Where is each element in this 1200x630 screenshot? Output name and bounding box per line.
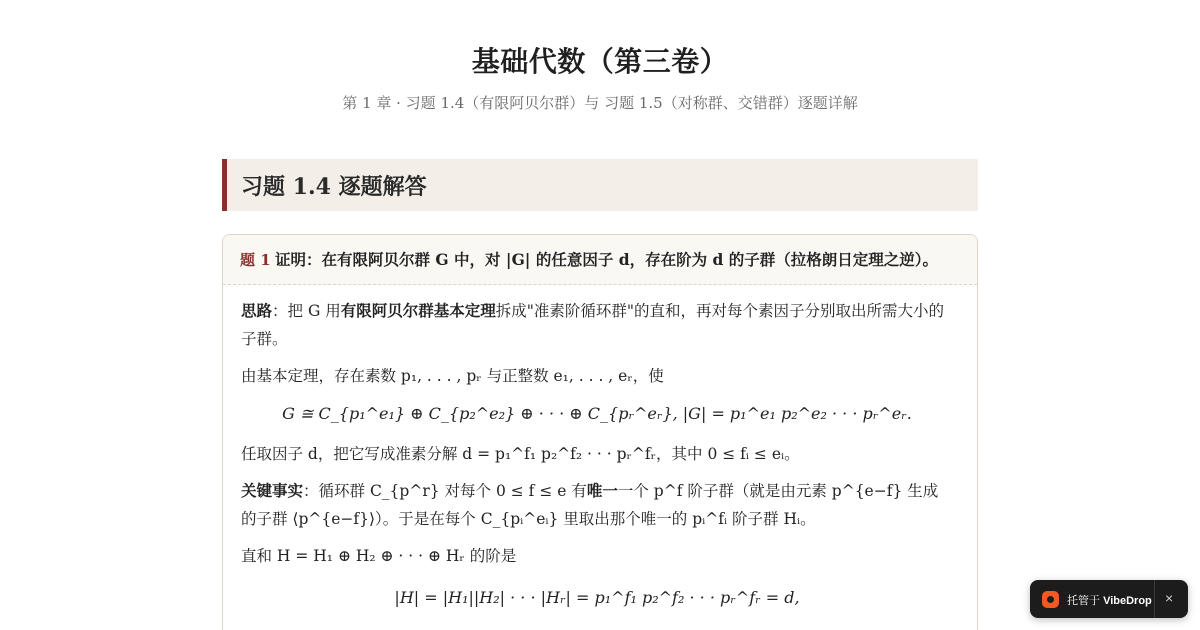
- key-fact-post: 一个 p^f 阶子群（就是由元素 p^{e−f} 生成的子群 ⟨p^{e−f}⟩）。于是在每个 C_{pᵢ^eᵢ} 里取出那个唯一的 pᵢ^fᵢ 阶子群 Hᵢ。: [241, 482, 939, 528]
- divisor-line: 任取因子 d，把它写成准素分解 d = p₁^f₁ p₂^f₂ · · · pᵣ^fᵣ，其中 0 ≤ fᵢ ≤ eᵢ。: [241, 445, 800, 463]
- toast-label: 托管于: [1067, 595, 1100, 607]
- section-heading: 习题 1.4 逐题解答: [241, 174, 427, 200]
- toast-brand: VibeDrop: [1103, 595, 1152, 607]
- key-fact-label: 关键事实: [241, 481, 304, 500]
- problem-number: 题 1: [240, 251, 271, 269]
- display-equation-decomposition: G ≅ C_{p₁^e₁} ⊕ C_{p₂^e₂} ⊕ · · · ⊕ C_{pᵣ^eᵣ}, |G| = p₁^e₁ p₂^e₂ · · · pᵣ^eᵣ.: [282, 404, 912, 423]
- idea-post: 拆成"准素阶循环群"的直和，再对每个素因子分别取出所需大小的子群。: [241, 302, 945, 348]
- direct-sum-line: 直和 H = H₁ ⊕ H₂ ⊕ · · · ⊕ Hᵣ 的阶是: [241, 547, 517, 565]
- idea-paragraph: [241, 297, 953, 353]
- close-icon[interactable]: ×: [1165, 590, 1174, 606]
- theorem-line: 由基本定理，存在素数 p₁, . . . , pᵣ 与正整数 e₁, . . . , eᵣ，使: [241, 367, 664, 385]
- problem-body: [241, 297, 953, 612]
- idea-pre: ：把 G 用: [272, 302, 341, 320]
- idea-bold: 有限阿贝尔群基本定理: [340, 301, 496, 320]
- section-header: [222, 159, 978, 211]
- display-equation-order: |H| = |H₁||H₂| · · · |Hᵣ| = p₁^f₁ p₂^f₂ · · · pᵣ^fᵣ = d,: [394, 588, 800, 607]
- key-fact-paragraph: [241, 477, 953, 533]
- page-subtitle: 第 1 章 · 习题 1.4（有限阿贝尔群）与 习题 1.5（对称群、交错群）逐题详解: [342, 94, 858, 112]
- idea-label: 思路: [241, 301, 273, 320]
- problem-header: [223, 235, 977, 285]
- key-fact-pre: ：循环群 C_{p^r} 对每个 0 ≤ f ≤ e 有: [303, 482, 587, 500]
- hosted-by-toast[interactable]: [1030, 580, 1188, 618]
- toast-divider: [1154, 580, 1155, 618]
- vibedrop-logo-icon: [1042, 591, 1059, 608]
- problem-card: [222, 234, 978, 630]
- problem-statement: 证明：在有限阿贝尔群 G 中，对 |G| 的任意因子 d，存在阶为 d 的子群（拉格朗日定理之逆）。: [275, 250, 938, 269]
- key-fact-bold: 唯一: [586, 481, 618, 500]
- page-title: 基础代数（第三卷）: [471, 45, 729, 78]
- toast-text[interactable]: [1067, 592, 1152, 608]
